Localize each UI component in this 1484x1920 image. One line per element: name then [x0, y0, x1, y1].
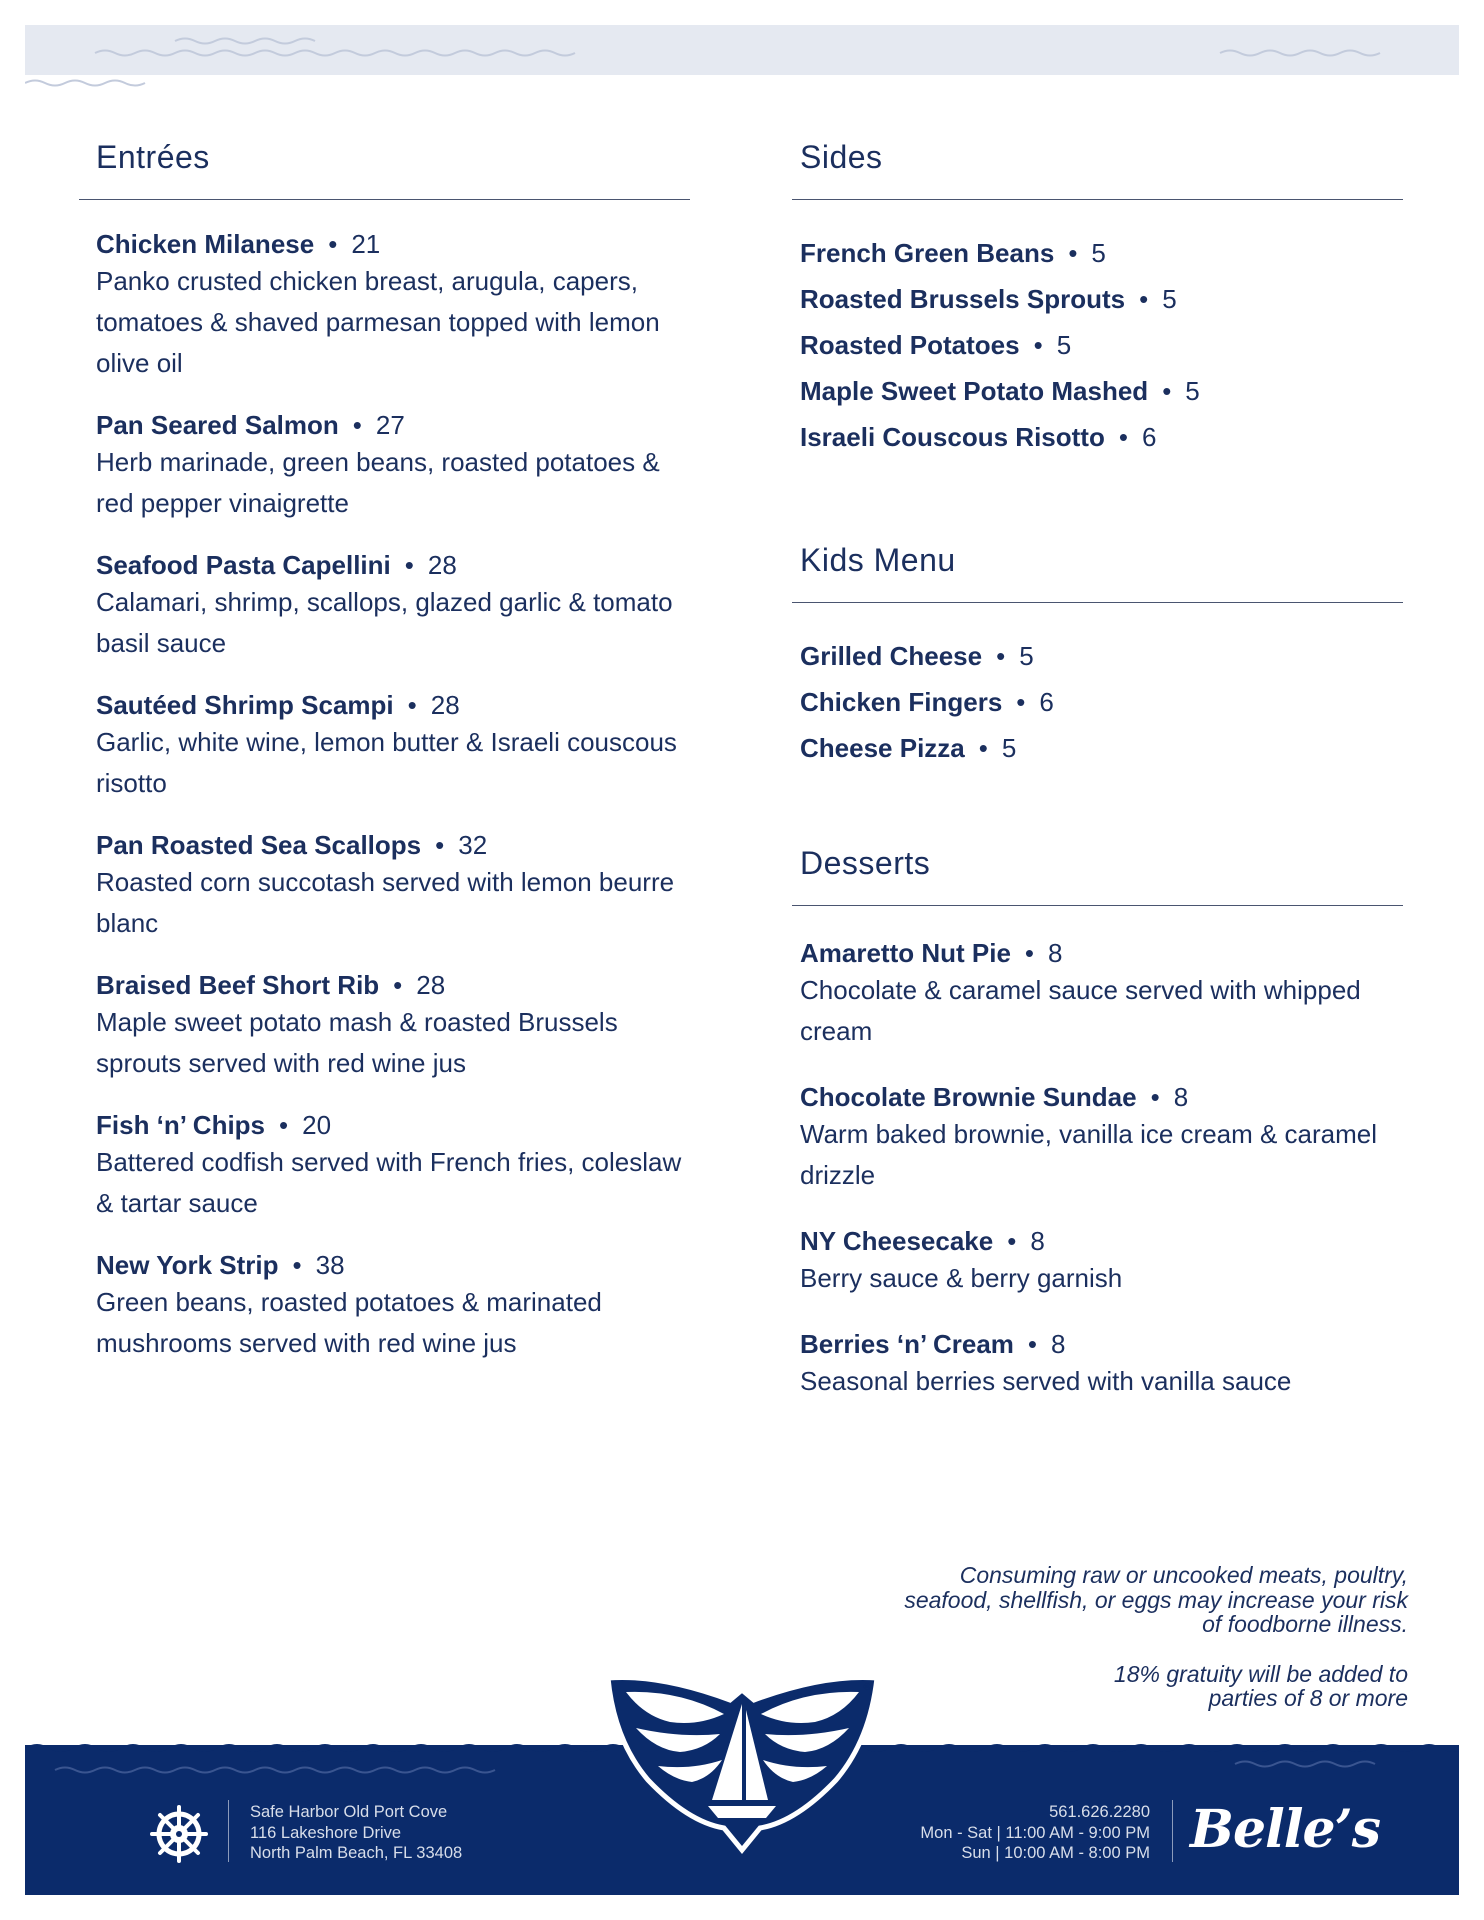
menu-item-description: Garlic, white wine, lemon butter & Israeli couscous risotto	[96, 727, 677, 798]
menu-item	[96, 1108, 696, 1224]
registered-mark: ®	[862, 1682, 872, 1693]
menu-item	[96, 688, 696, 804]
menu-item-heading	[800, 276, 1410, 322]
menu-item-heading	[800, 1224, 1410, 1258]
separator-dot: •	[1027, 1329, 1037, 1359]
separator-dot: •	[1033, 330, 1043, 360]
menu-item-description: Green beans, roasted potatoes & marinated mushrooms served with red wine jus	[96, 1287, 602, 1358]
right-column	[800, 135, 1410, 1402]
separator-dot: •	[393, 970, 403, 1000]
menu-item-heading	[96, 548, 696, 582]
menu-item-description: Roasted corn succotash served with lemon beurre blanc	[96, 867, 675, 938]
desserts-title: Desserts	[800, 845, 931, 881]
desserts-divider	[792, 905, 1403, 906]
menu-item-name: Chocolate Brownie Sundae	[800, 1082, 1137, 1112]
menu-item-description: Herb marinade, green beans, roasted potatoes & red pepper vinaigrette	[96, 447, 660, 518]
desserts-list	[800, 936, 1410, 1402]
separator-dot: •	[404, 550, 414, 580]
menu-item-price: 5	[1056, 330, 1072, 360]
menu-item-heading	[800, 414, 1410, 460]
separator-dot: •	[1139, 284, 1149, 314]
gratuity-line: 18% gratuity will be added to	[1113, 1660, 1408, 1687]
menu-item-price: 5	[1185, 376, 1200, 406]
menu-item-price: 5	[1091, 238, 1106, 268]
footer-address	[250, 1802, 462, 1864]
menu-item-heading	[96, 227, 696, 261]
menu-item	[800, 725, 1410, 771]
menu-item-name: Braised Beef Short Rib	[96, 970, 380, 1000]
separator-dot: •	[1016, 687, 1026, 717]
menu-item	[800, 322, 1410, 368]
menu-item	[96, 227, 696, 384]
menu-item-description: Battered codfish served with French fries, coleslaw & tartar sauce	[96, 1147, 682, 1218]
menu-item-description: Seasonal berries served with vanilla sauce	[800, 1366, 1292, 1396]
separator-dot: •	[435, 830, 445, 860]
menu-item	[96, 1248, 696, 1364]
menu-item-price: 5	[1162, 284, 1177, 314]
gratuity-line: parties of 8 or more	[1208, 1685, 1408, 1711]
separator-dot: •	[1024, 938, 1035, 968]
menu-item-price: 8	[1173, 1082, 1189, 1112]
menu-item-name: Amaretto Nut Pie	[800, 938, 1011, 968]
menu-item-name: Roasted Potatoes	[800, 330, 1020, 360]
menu-item-price: 28	[430, 690, 460, 720]
menu-item-name: Chicken Fingers	[800, 687, 1003, 717]
separator-dot: •	[292, 1250, 302, 1280]
menu-item-heading	[96, 828, 696, 862]
separator-dot: •	[407, 690, 417, 720]
separator-dot: •	[279, 1110, 289, 1140]
menu-item-price: 38	[315, 1250, 345, 1280]
phone-number[interactable]: 561.626.2280	[1049, 1803, 1150, 1821]
sailboat-wings-emblem	[600, 1670, 885, 1860]
menu-item-name: Fish ‘n’ Chips	[96, 1110, 266, 1140]
menu-item-price: 8	[1048, 938, 1063, 968]
menu-item-description: Calamari, shrimp, scallops, glazed garlic & tomato basil sauce	[96, 587, 673, 658]
menu-item-name: Berries ‘n’ Cream	[800, 1329, 1014, 1359]
menu-item-name: Sautéed Shrimp Scampi	[96, 690, 394, 720]
address-line: 116 Lakeshore Drive	[250, 1823, 402, 1842]
menu-item-heading	[800, 633, 1410, 679]
menu-item-heading	[96, 968, 696, 1002]
footer-divider	[1172, 1800, 1173, 1862]
menu-item-description: Chocolate & caramel sauce served with whipped cream	[800, 975, 1361, 1046]
menu-item	[800, 633, 1410, 679]
menu-item-description: Maple sweet potato mash & roasted Brussels sprouts served with red wine jus	[96, 1007, 618, 1078]
menu-item	[800, 1224, 1410, 1299]
menu-item-name: Cheese Pizza	[800, 733, 965, 763]
separator-dot: •	[1068, 238, 1078, 268]
ships-wheel-icon	[150, 1805, 208, 1863]
menu-item-heading	[96, 688, 696, 722]
menu-item-name: Roasted Brussels Sprouts	[800, 284, 1126, 314]
separator-dot: •	[352, 410, 362, 440]
separator-dot: •	[996, 641, 1006, 671]
menu-item-heading	[800, 1080, 1410, 1114]
menu-item-heading	[800, 1327, 1410, 1361]
menu-item	[800, 679, 1410, 725]
menu-item	[96, 828, 696, 944]
menu-item	[96, 408, 696, 524]
brand-logo: Belle’s	[1190, 1799, 1381, 1860]
menu-item-price: 6	[1039, 687, 1054, 717]
hours-line: Mon - Sat | 11:00 AM - 9:00 PM	[920, 1823, 1150, 1842]
menu-item-price: 28	[416, 970, 446, 1000]
separator-dot: •	[978, 733, 988, 763]
separator-dot: •	[1007, 1226, 1017, 1256]
menu-item	[800, 368, 1410, 414]
menu-item-name: Israeli Couscous Risotto	[800, 422, 1105, 452]
sides-list	[800, 230, 1410, 460]
menu-item-heading	[800, 368, 1410, 414]
menu-item-description: Panko crusted chicken breast, arugula, capers, tomatoes & shaved parmesan topped with lemon olive oil	[96, 266, 660, 378]
menu-item-heading	[96, 408, 696, 442]
menu-item-heading	[800, 679, 1410, 725]
hours-line: Sun | 10:00 AM - 8:00 PM	[961, 1844, 1150, 1862]
entrees-title: Entrées	[96, 139, 210, 175]
sides-divider	[792, 199, 1403, 200]
address-line: North Palm Beach, FL 33408	[250, 1844, 463, 1862]
menu-item-name: Pan Seared Salmon	[96, 410, 339, 440]
menu-item-price: 8	[1030, 1226, 1045, 1256]
menu-item	[96, 968, 696, 1084]
menu-item-name: Seafood Pasta Capellini	[96, 550, 391, 580]
menu-item	[800, 1080, 1410, 1196]
notice-line: seafood, shellfish, or eggs may increase your risk	[904, 1586, 1408, 1613]
menu-item-price: 21	[351, 229, 381, 259]
entrees-divider	[79, 199, 690, 200]
kids-divider	[792, 602, 1403, 603]
menu-item-heading	[96, 1108, 696, 1142]
menu-item	[800, 414, 1410, 460]
kids-list	[800, 633, 1410, 771]
menu-item-price: 32	[458, 830, 488, 860]
menu-item-price: 8	[1051, 1329, 1066, 1359]
food-safety-notice	[808, 1563, 1408, 1711]
menu-item-name: Pan Roasted Sea Scallops	[96, 830, 422, 860]
menu-item	[800, 230, 1410, 276]
menu-item-heading	[800, 322, 1410, 368]
kids-title: Kids Menu	[800, 542, 956, 578]
notice-line: of foodborne illness.	[1202, 1611, 1408, 1637]
separator-dot: •	[328, 229, 338, 259]
menu-item	[800, 1327, 1410, 1402]
menu-item-heading	[800, 936, 1410, 970]
footer-divider	[228, 1800, 229, 1862]
menu-item-name: NY Cheesecake	[800, 1226, 994, 1256]
menu-item-description: Warm baked brownie, vanilla ice cream & caramel drizzle	[800, 1119, 1378, 1190]
top-wave-decoration	[25, 25, 1459, 105]
menu-item-description: Berry sauce & berry garnish	[800, 1263, 1123, 1293]
menu-item-name: Grilled Cheese	[800, 641, 983, 671]
footer-contact	[850, 1802, 1150, 1864]
menu-item-price: 20	[302, 1110, 332, 1140]
menu-item-name: Chicken Milanese	[96, 229, 315, 259]
menu-item-heading	[800, 230, 1410, 276]
notice-line: Consuming raw or uncooked meats, poultry,	[959, 1562, 1408, 1588]
menu-item-price: 5	[1019, 641, 1034, 671]
separator-dot: •	[1118, 422, 1128, 452]
menu-item	[800, 276, 1410, 322]
menu-item	[96, 548, 696, 664]
menu-item-name: New York Strip	[96, 1250, 279, 1280]
entrees-list	[96, 227, 696, 1364]
menu-item-name: French Green Beans	[800, 238, 1055, 268]
menu-item-price: 5	[1001, 733, 1017, 763]
menu-item-price: 28	[427, 550, 457, 580]
menu-item-heading	[800, 725, 1410, 771]
separator-dot: •	[1162, 376, 1172, 406]
sides-title: Sides	[800, 139, 883, 175]
menu-item-name: Maple Sweet Potato Mashed	[800, 376, 1149, 406]
menu-item-heading	[96, 1248, 696, 1282]
entrees-column	[96, 135, 696, 1364]
menu-item	[800, 936, 1410, 1052]
separator-dot: •	[1150, 1082, 1160, 1112]
menu-item-price: 6	[1141, 422, 1157, 452]
menu-item-price: 27	[375, 410, 405, 440]
address-line: Safe Harbor Old Port Cove	[250, 1803, 448, 1821]
